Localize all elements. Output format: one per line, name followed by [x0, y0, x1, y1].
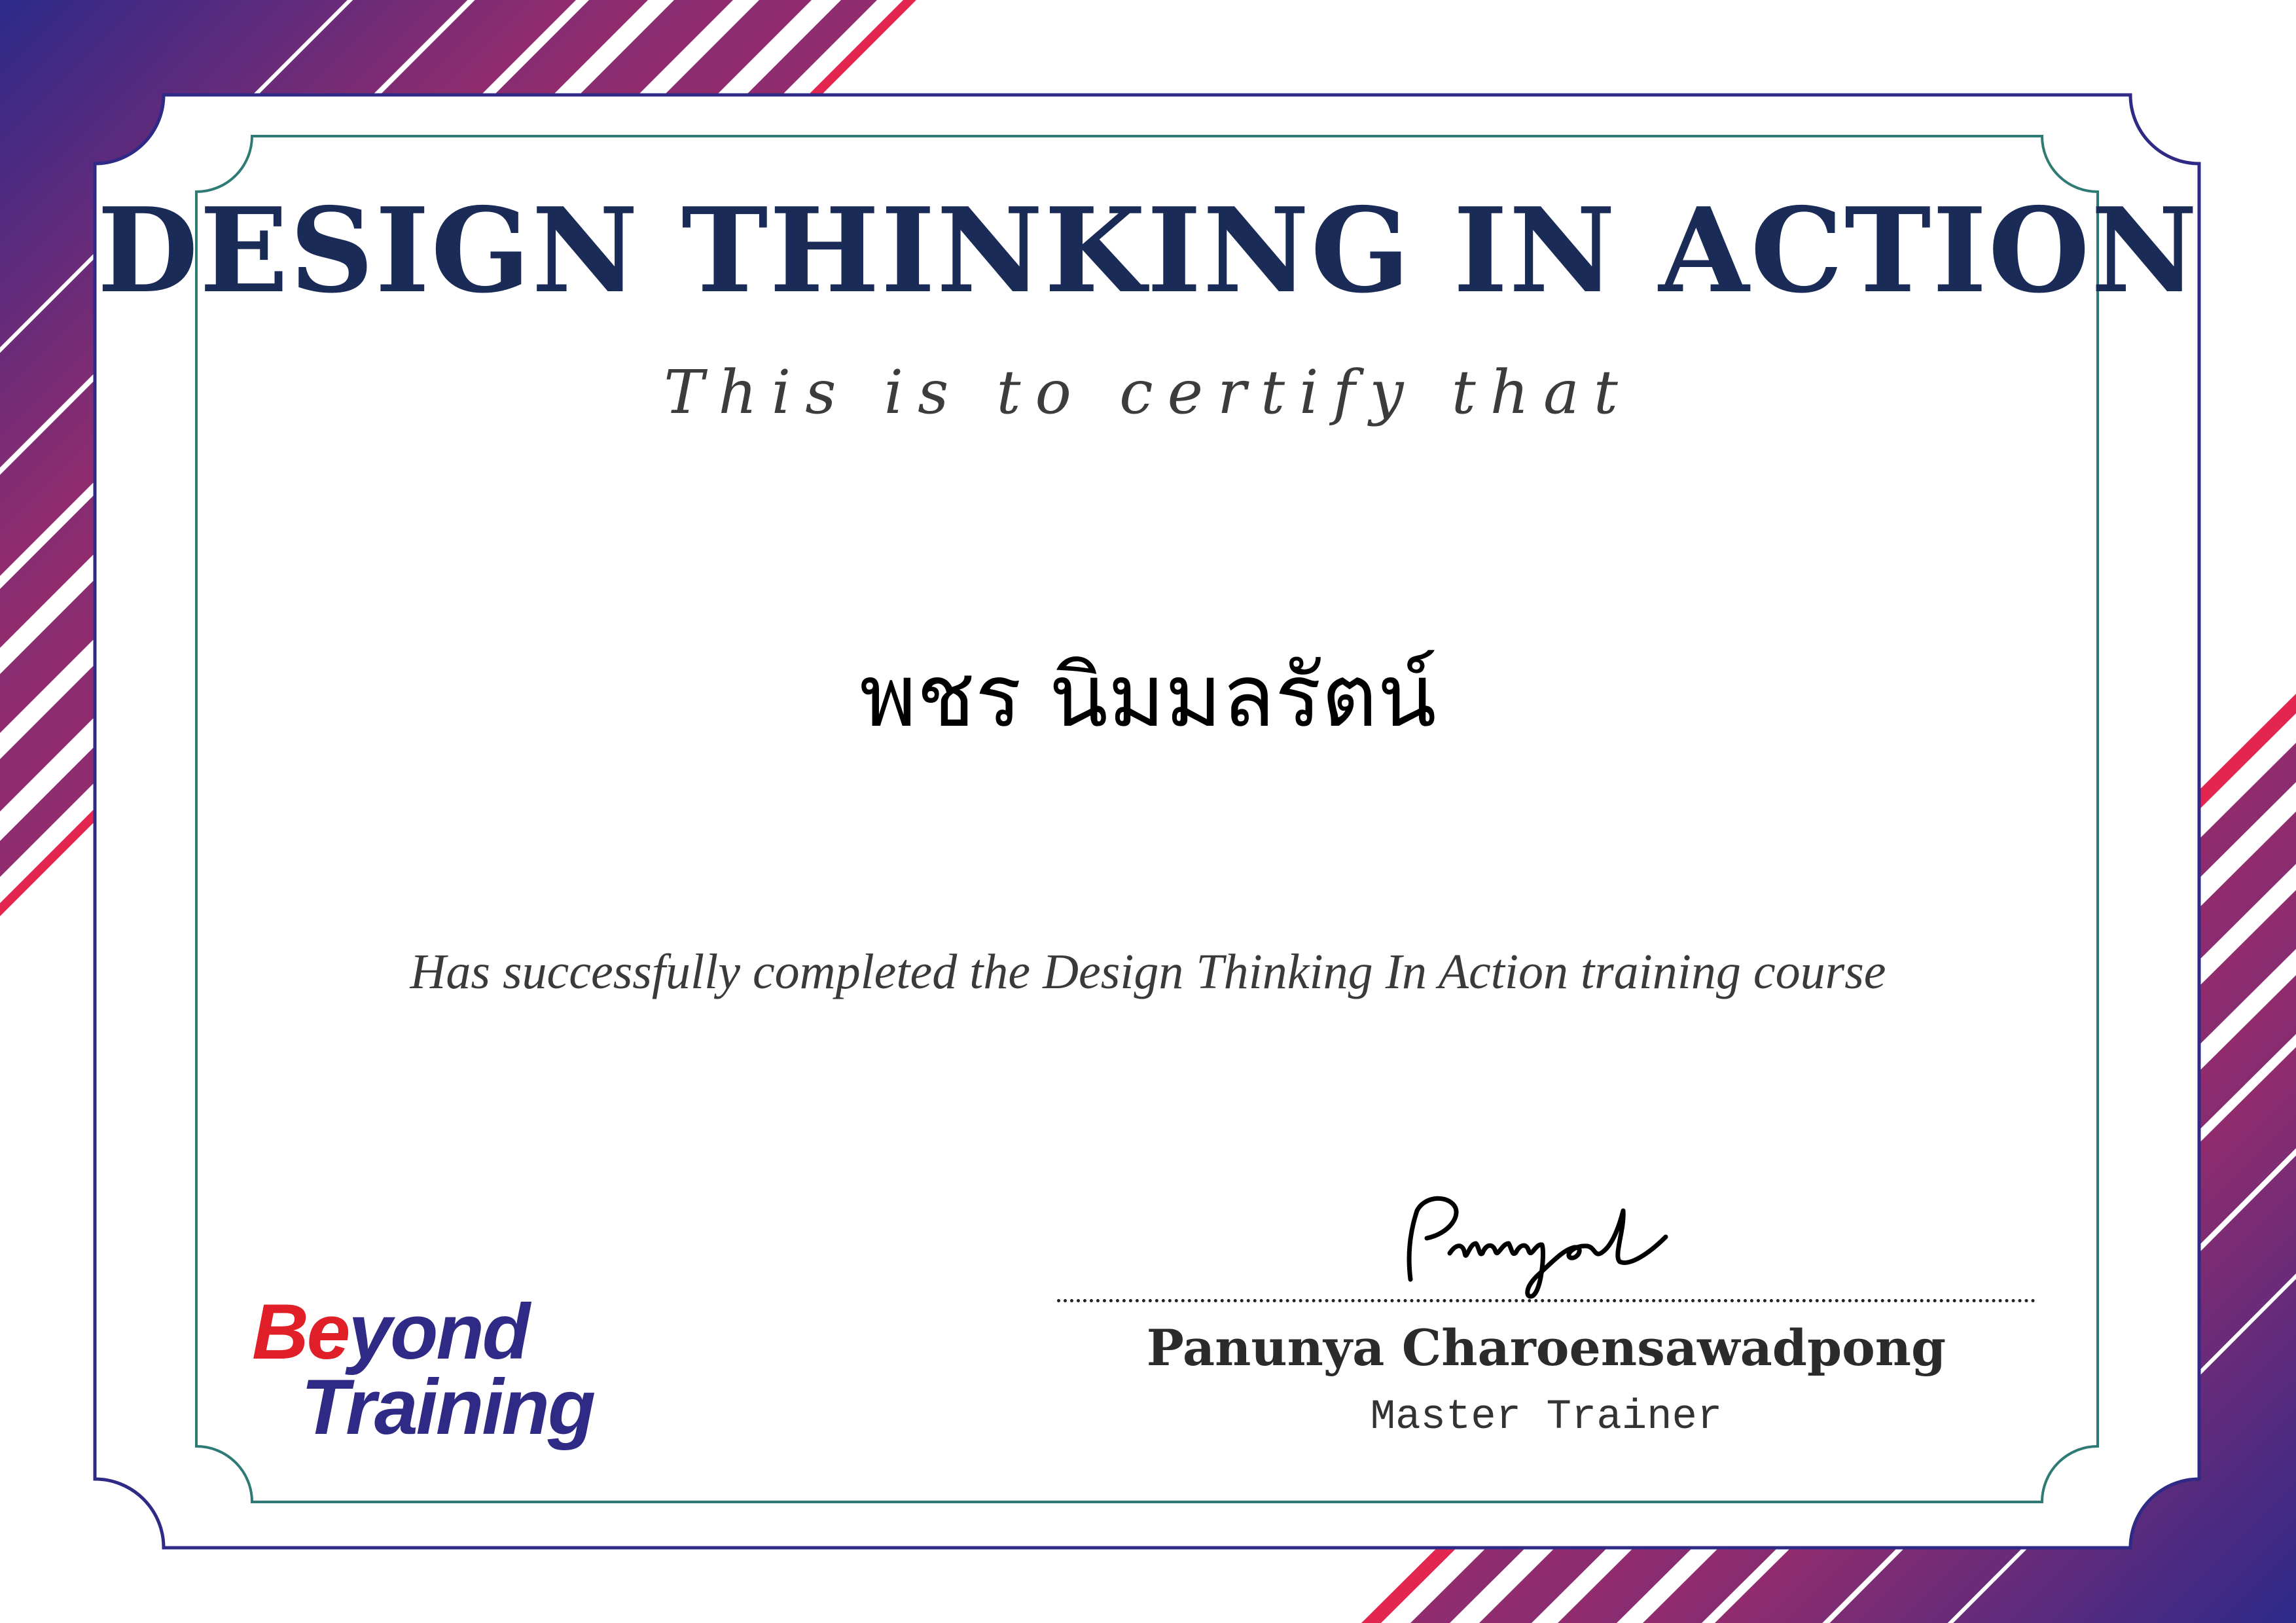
logo-beyond-rest: yond [348, 1288, 529, 1376]
logo-beyond-prefix: Be [252, 1288, 349, 1376]
completion-statement: Has successfully completed the Design Thinking In Action training course [410, 944, 1886, 999]
recipient-name: พชร นิมมลรัตน์ [859, 646, 1437, 747]
signature-line [1057, 1299, 2036, 1302]
signatory-role: Master Trainer [1370, 1394, 1723, 1441]
certificate-title: DESIGN THINKING IN ACTION [97, 182, 2199, 319]
handwritten-signature-icon [1388, 1191, 1695, 1306]
logo-training: Training [301, 1363, 594, 1451]
certificate-subtitle: This is to certify that [664, 357, 1632, 427]
logo-beyond [252, 1288, 529, 1376]
signatory-name: Panunya Charoensawadpong [1146, 1319, 1946, 1377]
